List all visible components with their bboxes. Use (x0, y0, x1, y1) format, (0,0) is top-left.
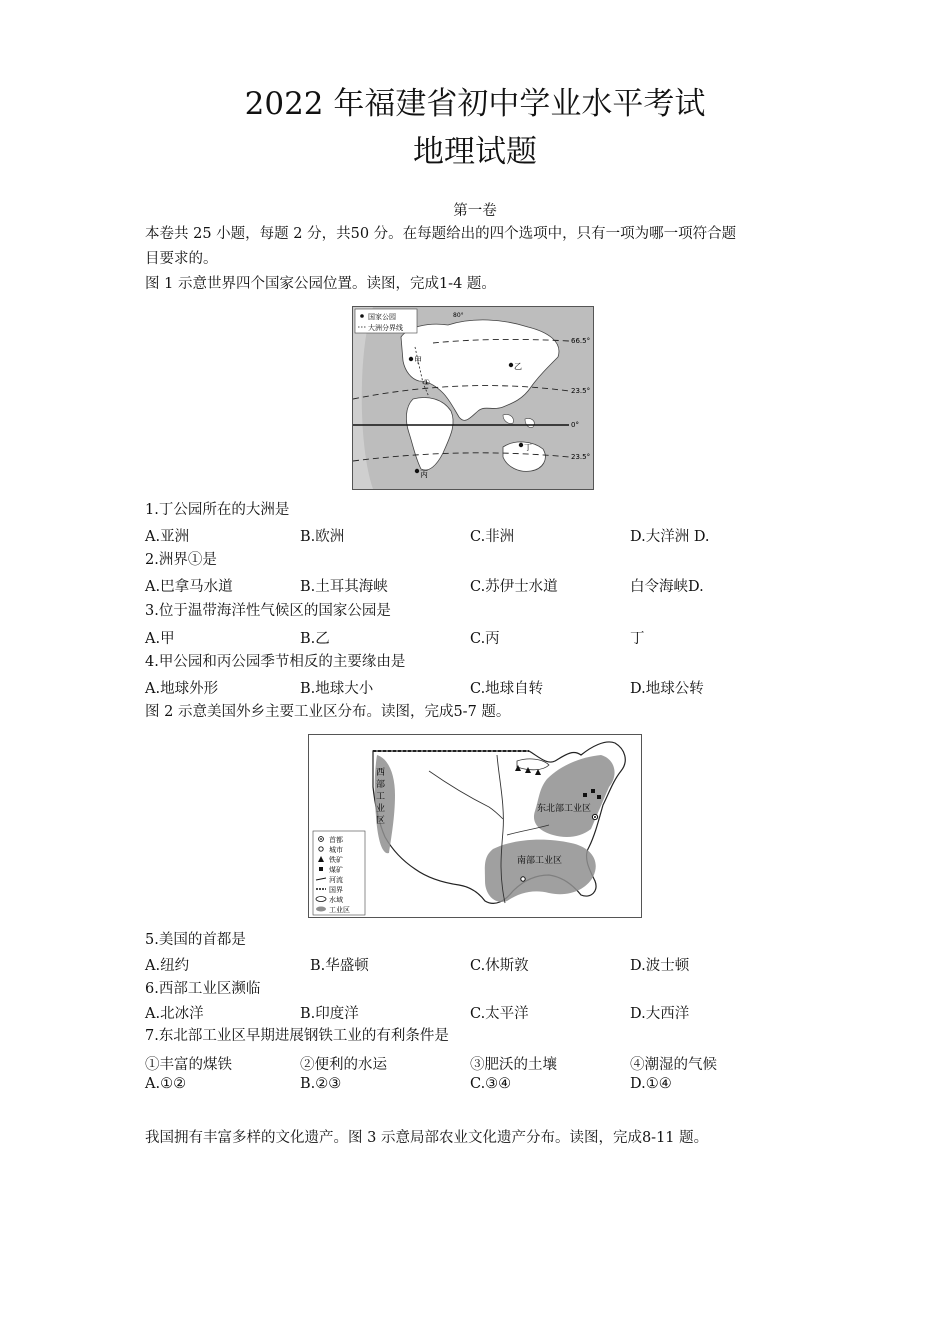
question-3-stem: 3.位于温带海洋性气候区的国家公园是 (145, 603, 391, 619)
west-region-char-5: 区 (376, 816, 386, 826)
q5-option-b[interactable]: B.华盛顿 (310, 958, 369, 974)
lat-label-tropic-south: 23.5° (571, 453, 591, 461)
q7-option-a[interactable]: A.①② (145, 1076, 187, 1092)
q4-option-a[interactable]: A.地球外形 (145, 681, 219, 697)
south-region-label: 南部工业区 (517, 856, 563, 866)
q5-option-d[interactable]: D.波士顿 (630, 958, 690, 974)
q1-option-c[interactable]: C.非洲 (470, 529, 515, 545)
q2-option-d[interactable]: 白令海峡D. (630, 579, 704, 595)
legend-coal: 煤矿 (329, 866, 343, 874)
question-6-stem: 6.西部工业区濒临 (145, 981, 261, 997)
legend-border: 国界 (329, 886, 343, 894)
legend-boundary-label: 大洲分界线 (368, 324, 403, 332)
q3-option-c[interactable]: C.丙 (470, 631, 500, 647)
west-region-char-4: 业 (376, 804, 386, 814)
park-jia-label: 甲 (414, 356, 422, 365)
figure2-caption: 图 2 示意美国外乡主要工业区分布。读图，完成5-7 题。 (145, 704, 511, 720)
park-ding-label: 丁 (524, 443, 532, 452)
q5-option-a[interactable]: A.纽约 (145, 958, 190, 974)
q7-option-c[interactable]: C.③④ (470, 1076, 512, 1092)
q7-condition-4: ④潮湿的气候 (630, 1057, 717, 1073)
lat-label-equator: 0° (571, 421, 579, 429)
exam-title: 2022 年福建省初中学业水平考试 (244, 86, 706, 122)
q3-option-b[interactable]: B.乙 (300, 631, 330, 647)
legend-iron-ore: 铁矿 (329, 856, 343, 864)
legend-park-label: 国家公园 (368, 313, 396, 321)
q4-option-b[interactable]: B.地球大小 (300, 681, 374, 697)
question-1-stem: 1.丁公园所在的大洲是 (145, 502, 290, 518)
q2-option-b[interactable]: B.土耳其海峡 (300, 579, 388, 595)
q7-option-d[interactable]: D.①④ (630, 1076, 672, 1092)
legend-river: 河流 (329, 876, 343, 884)
q3-option-a[interactable]: A.甲 (145, 631, 175, 647)
question-2-stem: 2.洲界①是 (145, 552, 217, 568)
west-region-char-1: 西 (376, 768, 386, 778)
lat-label-tropic-north: 23.5° (571, 387, 591, 395)
question-5-stem: 5.美国的首都是 (145, 932, 246, 948)
q4-option-d[interactable]: D.地球公转 (630, 681, 704, 697)
west-region-char-2: 部 (376, 780, 386, 790)
lat-label-arctic: 66.5° (571, 337, 591, 345)
q5-option-c[interactable]: C.休斯敦 (470, 958, 529, 974)
usa-industry-map-figure (308, 734, 642, 918)
q6-option-a[interactable]: A.北冰洋 (145, 1006, 204, 1022)
figure1-caption: 图 1 示意世界四个国家公园位置。读图，完成1-4 题。 (145, 276, 496, 292)
world-map-figure (352, 306, 594, 490)
question-7-stem: 7.东北部工业区早期进展钢铁工业的有利条件是 (145, 1028, 449, 1044)
q2-option-c[interactable]: C.苏伊士水道 (470, 579, 558, 595)
q4-option-c[interactable]: C.地球自转 (470, 681, 544, 697)
question-4-stem: 4.甲公园和丙公园季节相反的主要缘由是 (145, 654, 406, 670)
northeast-region-label: 东北部工业区 (537, 804, 592, 814)
longitude-label: 80° (453, 312, 464, 319)
section-intro-line1: 本卷共 25 小题，每题 2 分，共50 分。在每题给出的四个选项中，只有一项为哪一项符合题 (145, 226, 737, 242)
west-region-char-3: 工 (376, 792, 386, 802)
legend-capital: 首都 (329, 836, 343, 844)
q2-option-a[interactable]: A.巴拿马水道 (145, 579, 233, 595)
exam-subtitle: 地理试题 (413, 134, 537, 170)
q7-condition-2: ②便利的水运 (300, 1057, 387, 1073)
q6-option-c[interactable]: C.太平洋 (470, 1006, 529, 1022)
q1-option-a[interactable]: A.亚洲 (145, 529, 190, 545)
q1-option-b[interactable]: B.欧洲 (300, 529, 345, 545)
q7-option-b[interactable]: B.②③ (300, 1076, 342, 1092)
park-bing-label: 丙 (420, 470, 428, 479)
world-map (353, 307, 593, 489)
usa-industry-map (309, 735, 641, 917)
q7-condition-3: ③肥沃的土壤 (470, 1057, 557, 1073)
legend-water: 水域 (329, 896, 343, 904)
section-name: 第一卷 (453, 203, 497, 219)
q1-option-d[interactable]: D.大洋洲 D. (630, 529, 710, 545)
legend-city: 城市 (329, 846, 343, 854)
park-yi-label: 乙 (514, 362, 522, 371)
boundary-marker-label: ① (423, 378, 431, 387)
q6-option-b[interactable]: B.印度洋 (300, 1006, 359, 1022)
closing-paragraph: 我国拥有丰富多样的文化遗产。图 3 示意局部农业文化遗产分布。读图，完成8-11 题。 (145, 1130, 709, 1146)
q3-option-d[interactable]: 丁 (630, 631, 645, 647)
q7-condition-1: ①丰富的煤铁 (145, 1057, 232, 1073)
legend-industrial-zone: 工业区 (329, 906, 350, 914)
q6-option-d[interactable]: D.大西洋 (630, 1006, 690, 1022)
section-intro-line2: 目要求的。 (145, 251, 218, 267)
